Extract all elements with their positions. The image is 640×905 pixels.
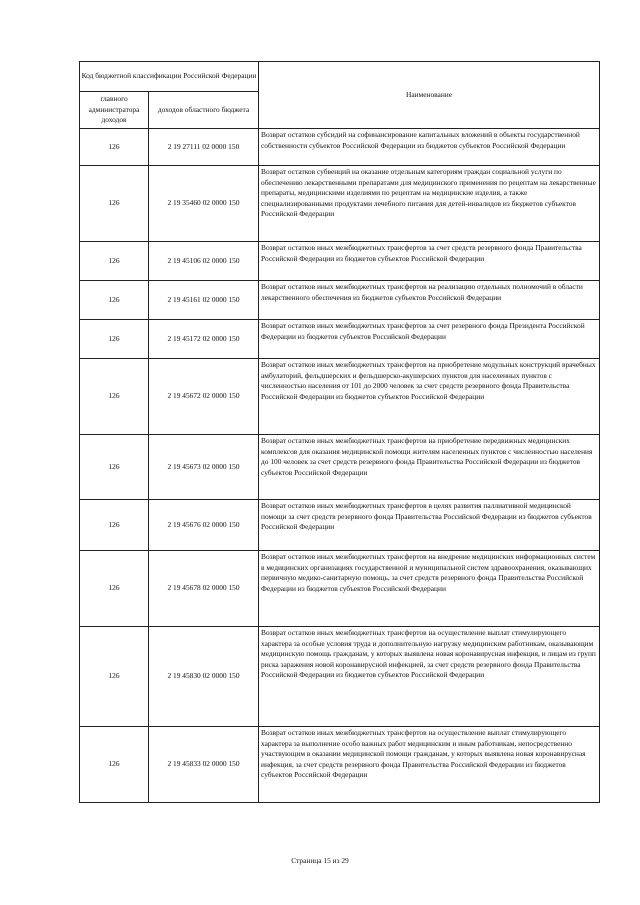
table-row (80, 129, 600, 166)
budget-code-cell: 2 19 45161 02 0000 150 (149, 281, 259, 320)
table-row (80, 320, 600, 359)
admin-code-cell: 126 (80, 242, 149, 281)
admin-code-cell: 126 (80, 359, 149, 435)
name-cell: Возврат остатков иных межбюджетных трансфертов в целях развития паллиативной медицинской помощи за счет средств резервного фонда Правительства Российской Федерации из бюджетов субъектов Российской Федерации (259, 500, 600, 551)
name-cell: Возврат остатков иных межбюджетных трансфертов на реализацию отдельных полномочий в области лекарственного обеспечения из бюджетов субъектов Российской Федерации (259, 281, 600, 320)
admin-code-cell: 126 (80, 627, 149, 727)
admin-code-cell: 126 (80, 551, 149, 627)
header-classification-code: Код бюджетной классификации Российской Федерации (80, 62, 259, 92)
table-row (80, 242, 600, 281)
admin-code-cell: 126 (80, 129, 149, 166)
admin-code-cell: 126 (80, 727, 149, 803)
page-number: Страница 15 из 29 (291, 856, 349, 865)
name-cell: Возврат остатков иных межбюджетных трансфертов на приобретение модульных конструкций врачебных амбулаторий, фельдшерских и фельдшерско-акушерских пунктов для населенных пунктов с численностью населения от 101 до 2000 человек за счет средств резервного фонда Правительства Российской Федерации из бюджетов субъектов Российской Федерации (259, 359, 600, 435)
budget-code-cell: 2 19 45676 02 0000 150 (149, 500, 259, 551)
header-name: Наименование (259, 62, 600, 129)
admin-code-cell: 126 (80, 435, 149, 500)
admin-code-cell: 126 (80, 500, 149, 551)
table-body (80, 129, 600, 803)
name-cell: Возврат остатков субвенций на оказание отдельным категориям граждан социальной услуги по обеспечению лекарственными препаратами для медицинского применения по рецептам на лекарственные препараты, медицинскими изделиями по рецептам на медицинские изделия, а также специализированными продуктами лечебного питания для детей-инвалидов из бюджетов субъектов Российской Федерации (259, 166, 600, 242)
name-cell: Возврат остатков иных межбюджетных трансфертов за счет средств резервного фонда Правительства Российской Федерации из бюджетов субъектов Российской Федерации (259, 242, 600, 281)
budget-code-cell: 2 19 45172 02 0000 150 (149, 320, 259, 359)
name-cell: Возврат остатков иных межбюджетных трансфертов на внедрение медицинских информационных систем в медицинских организациях государственной и муниципальной систем здравоохранения, оказывающих первичную медико-санитарную помощь, за счет средств резервного фонда Правительства Российской Федерации из бюджетов субъектов Российской Федерации (259, 551, 600, 627)
table-row (80, 166, 600, 242)
name-cell: Возврат остатков иных межбюджетных трансфертов на осуществление выплат стимулирующего характера за выполнение особо важных работ медицинским и иным работникам, непосредственно участвующим в оказании медицинской помощи гражданам, у которых выявлена новая коронавирусная инфекция, за счет средств резервного фонда Правительства Российской Федерации из бюджетов субъектов Российской Федерации (259, 727, 600, 803)
admin-code-cell: 126 (80, 320, 149, 359)
budget-code-cell: 2 19 35460 02 0000 150 (149, 166, 259, 242)
table-row (80, 627, 600, 727)
table-row (80, 359, 600, 435)
budget-code-cell: 2 19 45678 02 0000 150 (149, 551, 259, 627)
table-row (80, 435, 600, 500)
table-row (80, 551, 600, 627)
name-cell: Возврат остатков иных межбюджетных трансфертов за счет резервного фонда Президента Российской Федерации из бюджетов субъектов Российской Федерации (259, 320, 600, 359)
table-row (80, 281, 600, 320)
budget-code-cell: 2 19 45106 02 0000 150 (149, 242, 259, 281)
name-cell: Возврат остатков иных межбюджетных трансфертов на приобретение передвижных медицинских комплексов для оказания медицинской помощи жителям населенных пунктов с численностью населения до 100 человек за счет средств резервного фонда Правительства Российской Федерации из бюджетов субъектов Российской Федерации (259, 435, 600, 500)
table-row (80, 500, 600, 551)
name-cell: Возврат остатков иных межбюджетных трансфертов на осуществление выплат стимулирующего характера за особые условия труда и дополнительную нагрузку медицинским работникам, оказывающим медицинскую помощь гражданам, у которых выявлена новая коронавирусная инфекция, и лицам из групп риска заражения новой коронавирусной инфекцией, за счет средств резервного фонда Правительства Российской Федерации из бюджетов субъектов Российской Федерации (259, 627, 600, 727)
budget-code-cell: 2 19 45673 02 0000 150 (149, 435, 259, 500)
name-cell: Возврат остатков субсидий на софинансирование капитальных вложений в объекты государственной собственности субъектов Российской Федерации из бюджетов субъектов Российской Федерации (259, 129, 600, 166)
budget-code-cell: 2 19 45833 02 0000 150 (149, 727, 259, 803)
admin-code-cell: 126 (80, 281, 149, 320)
header-admin-code: главного администратора доходов (80, 92, 149, 129)
budget-code-cell: 2 19 45830 02 0000 150 (149, 627, 259, 727)
budget-classification-table (79, 61, 600, 803)
header-budget-code: доходов областного бюджета (149, 92, 259, 129)
budget-code-cell: 2 19 45672 02 0000 150 (149, 359, 259, 435)
budget-code-cell: 2 19 27111 02 0000 150 (149, 129, 259, 166)
admin-code-cell: 126 (80, 166, 149, 242)
table-row (80, 727, 600, 803)
